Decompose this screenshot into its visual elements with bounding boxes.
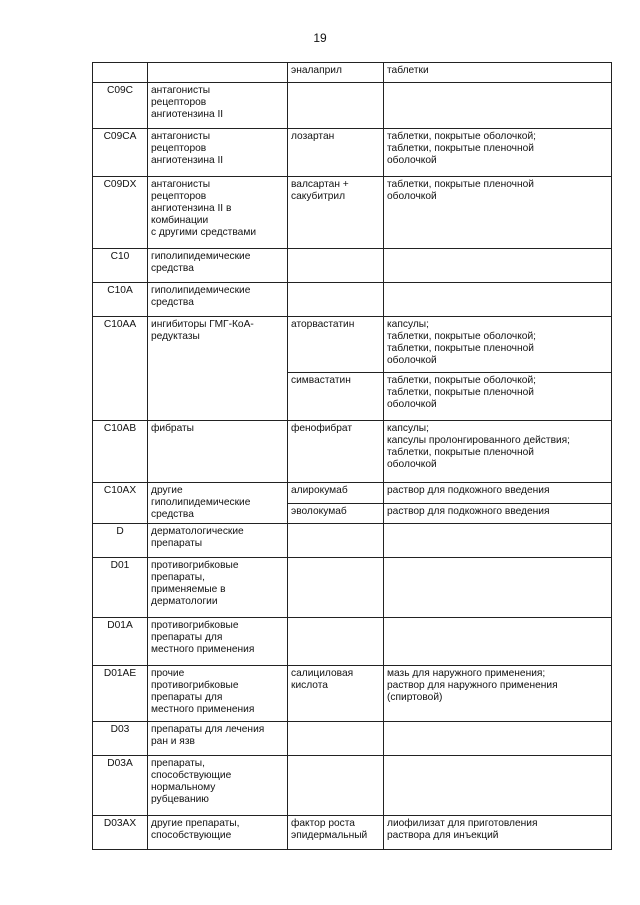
cell-line: рецепторов: [151, 97, 207, 108]
cell-line: местного применения: [151, 644, 255, 655]
group-name-cell: [148, 317, 288, 421]
page-number: 19: [313, 31, 327, 45]
cell-line: препараты: [151, 538, 203, 549]
atc-code-cell: C10AA: [93, 317, 148, 421]
group-name-cell: [148, 558, 288, 618]
atc-code-cell: D01AE: [93, 666, 148, 722]
dosage-form-cell: [384, 666, 612, 722]
dosage-form-cell: [384, 558, 612, 618]
dosage-form-cell: [384, 524, 612, 558]
table-row: [93, 177, 612, 249]
cell-line: рецепторов: [151, 143, 207, 154]
group-name-cell: [148, 129, 288, 177]
drug-name-cell: [288, 373, 384, 421]
group-name-cell: [148, 816, 288, 850]
cell-line: таблетки, покрытые оболочкой;: [387, 375, 536, 386]
cell-line: другие: [151, 485, 183, 496]
drug-name-cell: [288, 83, 384, 129]
group-name-cell: [148, 283, 288, 317]
cell-line: раствор для наружного применения: [387, 680, 558, 691]
atc-code-cell: D01: [93, 558, 148, 618]
cell-line: с другими средствами: [151, 227, 257, 238]
cell-line: редуктазы: [151, 331, 200, 342]
cell-line: препараты для: [151, 692, 223, 703]
cell-line: раствор для подкожного введения: [387, 485, 550, 496]
group-name-cell: [148, 177, 288, 249]
cell-line: ангиотензина II: [151, 109, 224, 120]
cell-line: капсулы;: [387, 319, 429, 330]
cell-line: лиофилизат для приготовления: [387, 818, 538, 829]
dosage-form-cell: [384, 317, 612, 373]
cell-line: дерматологии: [151, 596, 218, 607]
dosage-form-cell: [384, 63, 612, 83]
cell-line: таблетки, покрытые оболочкой;: [387, 331, 536, 342]
cell-line: рубцеванию: [151, 794, 209, 805]
drug-name-cell: [288, 283, 384, 317]
cell-line: препараты для лечения: [151, 724, 265, 735]
cell-line: таблетки: [387, 65, 429, 76]
dosage-form-cell: [384, 503, 612, 524]
cell-line: оболочкой: [387, 459, 437, 470]
atc-code-cell: D01A: [93, 618, 148, 666]
table-row: [93, 249, 612, 283]
cell-line: раствор для подкожного введения: [387, 505, 550, 517]
cell-line: препараты,: [151, 758, 205, 769]
dosage-form-cell: [384, 83, 612, 129]
drug-name-cell: [288, 421, 384, 483]
dosage-form-cell: [384, 129, 612, 177]
group-name-cell: [148, 618, 288, 666]
cell-line: гиполипидемические: [151, 497, 251, 508]
group-name-cell: [148, 756, 288, 816]
drug-name-cell: [288, 618, 384, 666]
dosage-form-cell: [384, 483, 612, 504]
cell-line: средства: [151, 297, 194, 308]
cell-line: комбинации: [151, 215, 209, 226]
table-row: [93, 83, 612, 129]
table-row: [93, 756, 612, 816]
cell-line: рецепторов: [151, 191, 207, 202]
group-name-cell: [148, 249, 288, 283]
cell-line: другие препараты,: [151, 818, 240, 829]
drug-name-cell: [288, 503, 384, 524]
drug-name-cell: [288, 666, 384, 722]
cell-line: эналаприл: [291, 65, 342, 76]
group-name-cell: [148, 666, 288, 722]
dosage-form-cell: [384, 177, 612, 249]
cell-line: дерматологические: [151, 526, 244, 537]
group-name-cell: [148, 83, 288, 129]
table-row: [93, 666, 612, 722]
dosage-form-cell: [384, 283, 612, 317]
cell-line: противогрибковые: [151, 560, 239, 571]
cell-line: мазь для наружного применения;: [387, 668, 546, 679]
dosage-form-cell: [384, 421, 612, 483]
cell-line: раствора для инъекций: [387, 830, 499, 841]
dosage-form-cell: [384, 816, 612, 850]
cell-line: эволокумаб: [291, 505, 347, 517]
cell-line: гиполипидемические: [151, 251, 251, 262]
cell-line: валсартан +: [291, 179, 349, 190]
cell-line: салициловая: [291, 668, 354, 679]
atc-code-cell: D03AX: [93, 816, 148, 850]
cell-line: оболочкой: [387, 191, 437, 202]
drug-name-cell: [288, 816, 384, 850]
table-row: [93, 816, 612, 850]
cell-line: препараты для: [151, 632, 223, 643]
drug-name-cell: [288, 63, 384, 83]
drug-name-cell: [288, 249, 384, 283]
dosage-form-cell: [384, 373, 612, 421]
atc-code-cell: C10: [93, 249, 148, 283]
cell-line: лозартан: [291, 131, 335, 142]
drug-name-cell: [288, 524, 384, 558]
drug-name-cell: [288, 177, 384, 249]
cell-line: алирокумаб: [291, 485, 348, 496]
cell-line: противогрибковые: [151, 620, 239, 631]
cell-line: ран и язв: [151, 736, 195, 747]
atc-code-cell: D03: [93, 722, 148, 756]
atc-code-cell: C10AX: [93, 483, 148, 524]
atc-code-cell: [93, 63, 148, 83]
cell-line: антагонисты: [151, 179, 211, 190]
cell-line: капсулы;: [387, 423, 429, 434]
cell-line: ингибиторы ГМГ-КоА-: [151, 319, 254, 330]
drug-name-cell: [288, 317, 384, 373]
cell-line: способствующие: [151, 830, 232, 841]
cell-line: гиполипидемические: [151, 285, 251, 296]
table-row: [93, 129, 612, 177]
group-name-cell: [148, 722, 288, 756]
cell-line: фенофибрат: [291, 423, 353, 434]
cell-line: антагонисты: [151, 85, 211, 96]
atc-code-cell: D03A: [93, 756, 148, 816]
cell-line: таблетки, покрытые пленочной: [387, 343, 534, 354]
table-row: [93, 722, 612, 756]
cell-line: нормальному: [151, 782, 216, 793]
cell-line: (спиртовой): [387, 692, 443, 703]
table-row: [93, 558, 612, 618]
atc-code-cell: C10AB: [93, 421, 148, 483]
cell-line: таблетки, покрытые пленочной: [387, 447, 534, 458]
table-row: [93, 317, 612, 373]
drug-name-cell: [288, 722, 384, 756]
group-name-cell: [148, 421, 288, 483]
cell-line: противогрибковые: [151, 680, 239, 691]
cell-line: фактор роста: [291, 818, 355, 829]
cell-line: ангиотензина II: [151, 155, 224, 166]
cell-line: таблетки, покрытые оболочкой;: [387, 131, 536, 142]
cell-line: аторвастатин: [291, 319, 355, 330]
atc-code-cell: C09C: [93, 83, 148, 129]
atc-code-cell: C09CA: [93, 129, 148, 177]
cell-line: ангиотензина II в: [151, 203, 232, 214]
drug-table: [92, 62, 612, 850]
table-row: [93, 283, 612, 317]
atc-code-cell: C09DX: [93, 177, 148, 249]
group-name-cell: [148, 483, 288, 524]
cell-line: кислота: [291, 680, 328, 691]
cell-line: препараты,: [151, 572, 205, 583]
cell-line: применяемые в: [151, 584, 226, 595]
table-row: [93, 618, 612, 666]
cell-line: оболочкой: [387, 399, 437, 410]
table-row: [93, 483, 612, 504]
cell-line: таблетки, покрытые пленочной: [387, 179, 534, 190]
cell-line: фибраты: [151, 423, 195, 434]
group-name-cell: [148, 63, 288, 83]
cell-line: антагонисты: [151, 131, 211, 142]
cell-line: средства: [151, 509, 194, 520]
drug-name-cell: [288, 129, 384, 177]
cell-line: средства: [151, 263, 194, 274]
dosage-form-cell: [384, 722, 612, 756]
cell-line: прочие: [151, 668, 185, 679]
dosage-form-cell: [384, 249, 612, 283]
cell-line: капсулы пролонгированного действия;: [387, 435, 571, 446]
drug-name-cell: [288, 558, 384, 618]
cell-line: сакубитрил: [291, 191, 346, 202]
table-row: [93, 524, 612, 558]
dosage-form-cell: [384, 756, 612, 816]
cell-line: местного применения: [151, 704, 255, 715]
drug-name-cell: [288, 483, 384, 504]
cell-line: оболочкой: [387, 155, 437, 166]
cell-line: симвастатин: [291, 375, 351, 386]
group-name-cell: [148, 524, 288, 558]
cell-line: способствующие: [151, 770, 232, 781]
drug-name-cell: [288, 756, 384, 816]
table-row: [93, 63, 612, 83]
table-row: [93, 421, 612, 483]
cell-line: таблетки, покрытые пленочной: [387, 387, 534, 398]
dosage-form-cell: [384, 618, 612, 666]
cell-line: оболочкой: [387, 355, 437, 366]
atc-code-cell: D: [93, 524, 148, 558]
atc-code-cell: C10A: [93, 283, 148, 317]
cell-line: эпидермальный: [291, 830, 368, 841]
cell-line: таблетки, покрытые пленочной: [387, 143, 534, 154]
